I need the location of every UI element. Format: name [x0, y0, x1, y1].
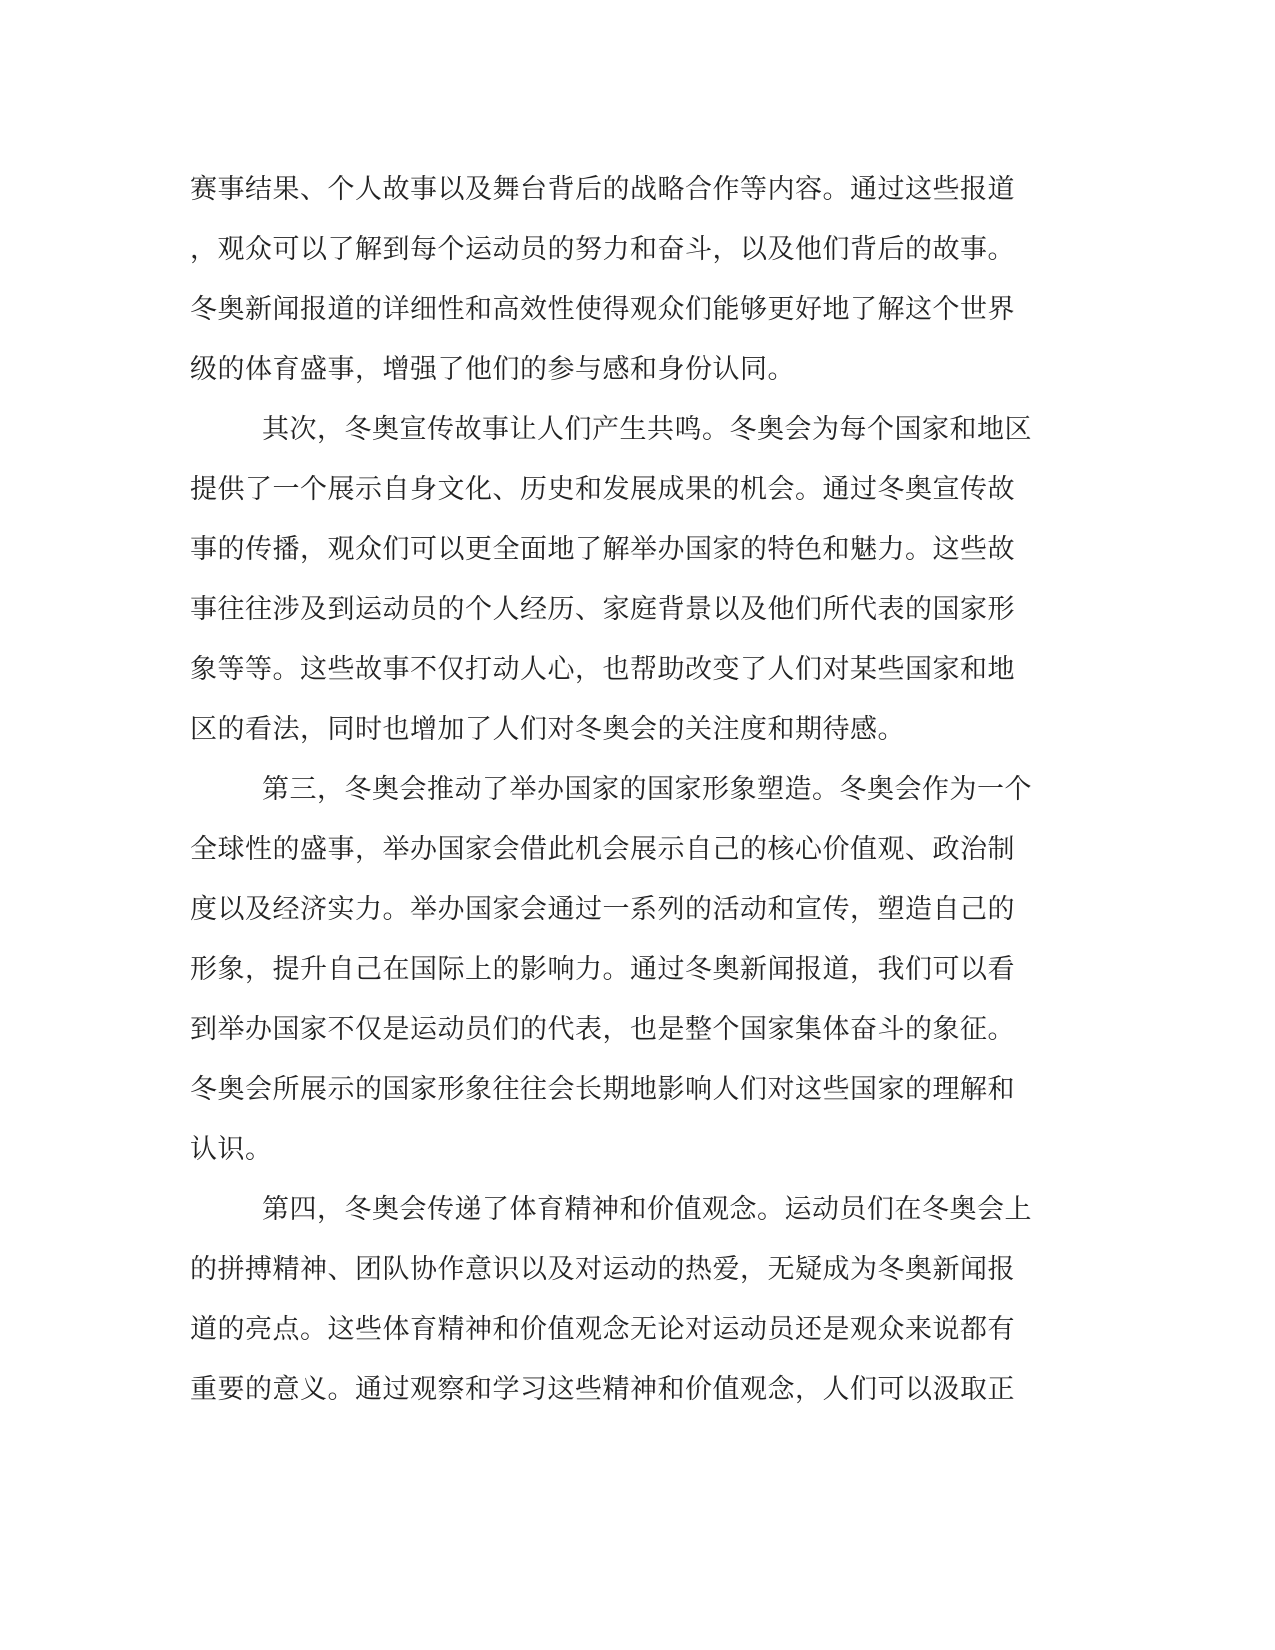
- text-line: 第三，冬奥会推动了举办国家的国家形象塑造。冬奥会作为一个: [262, 774, 1032, 805]
- paragraph-1: [190, 160, 1080, 400]
- text-line: 重要的意义。通过观察和学习这些精神和价值观念，人们可以汲取正: [190, 1374, 1015, 1405]
- text-line: 认识。: [190, 1134, 273, 1165]
- text-line: 象等等。这些故事不仅打动人心，也帮助改变了人们对某些国家和地: [190, 654, 1015, 685]
- text-line: ，观众可以了解到每个运动员的努力和奋斗，以及他们背后的故事。: [190, 234, 1015, 265]
- body-text: [190, 160, 1080, 1420]
- text-line: 区的看法，同时也增加了人们对冬奥会的关注度和期待感。: [190, 714, 905, 745]
- text-line: 级的体育盛事，增强了他们的参与感和身份认同。: [190, 354, 795, 385]
- text-line: 第四，冬奥会传递了体育精神和价值观念。运动员们在冬奥会上: [262, 1194, 1032, 1225]
- text-line: 到举办国家不仅是运动员们的代表，也是整个国家集体奋斗的象征。: [190, 1014, 1015, 1045]
- text-line: 赛事结果、个人故事以及舞台背后的战略合作等内容。通过这些报道: [190, 174, 1015, 205]
- text-line: 的拼搏精神、团队协作意识以及对运动的热爱，无疑成为冬奥新闻报: [190, 1254, 1015, 1285]
- paragraph-2: [190, 400, 1080, 760]
- text-line: 形象，提升自己在国际上的影响力。通过冬奥新闻报道，我们可以看: [190, 954, 1015, 985]
- paragraph-3: [190, 760, 1080, 1180]
- text-line: 全球性的盛事，举办国家会借此机会展示自己的核心价值观、政治制: [190, 834, 1015, 865]
- text-line: 其次，冬奥宣传故事让人们产生共鸣。冬奥会为每个国家和地区: [262, 414, 1032, 445]
- text-line: 冬奥会所展示的国家形象往往会长期地影响人们对这些国家的理解和: [190, 1074, 1015, 1105]
- paragraph-4: [190, 1180, 1080, 1420]
- text-line: 事往往涉及到运动员的个人经历、家庭背景以及他们所代表的国家形: [190, 594, 1015, 625]
- text-line: 道的亮点。这些体育精神和价值观念无论对运动员还是观众来说都有: [190, 1314, 1015, 1345]
- text-line: 事的传播，观众们可以更全面地了解举办国家的特色和魅力。这些故: [190, 534, 1015, 565]
- text-line: 冬奥新闻报道的详细性和高效性使得观众们能够更好地了解这个世界: [190, 294, 1015, 325]
- text-line: 度以及经济实力。举办国家会通过一系列的活动和宣传，塑造自己的: [190, 894, 1015, 925]
- text-line: 提供了一个展示自身文化、历史和发展成果的机会。通过冬奥宣传故: [190, 474, 1015, 505]
